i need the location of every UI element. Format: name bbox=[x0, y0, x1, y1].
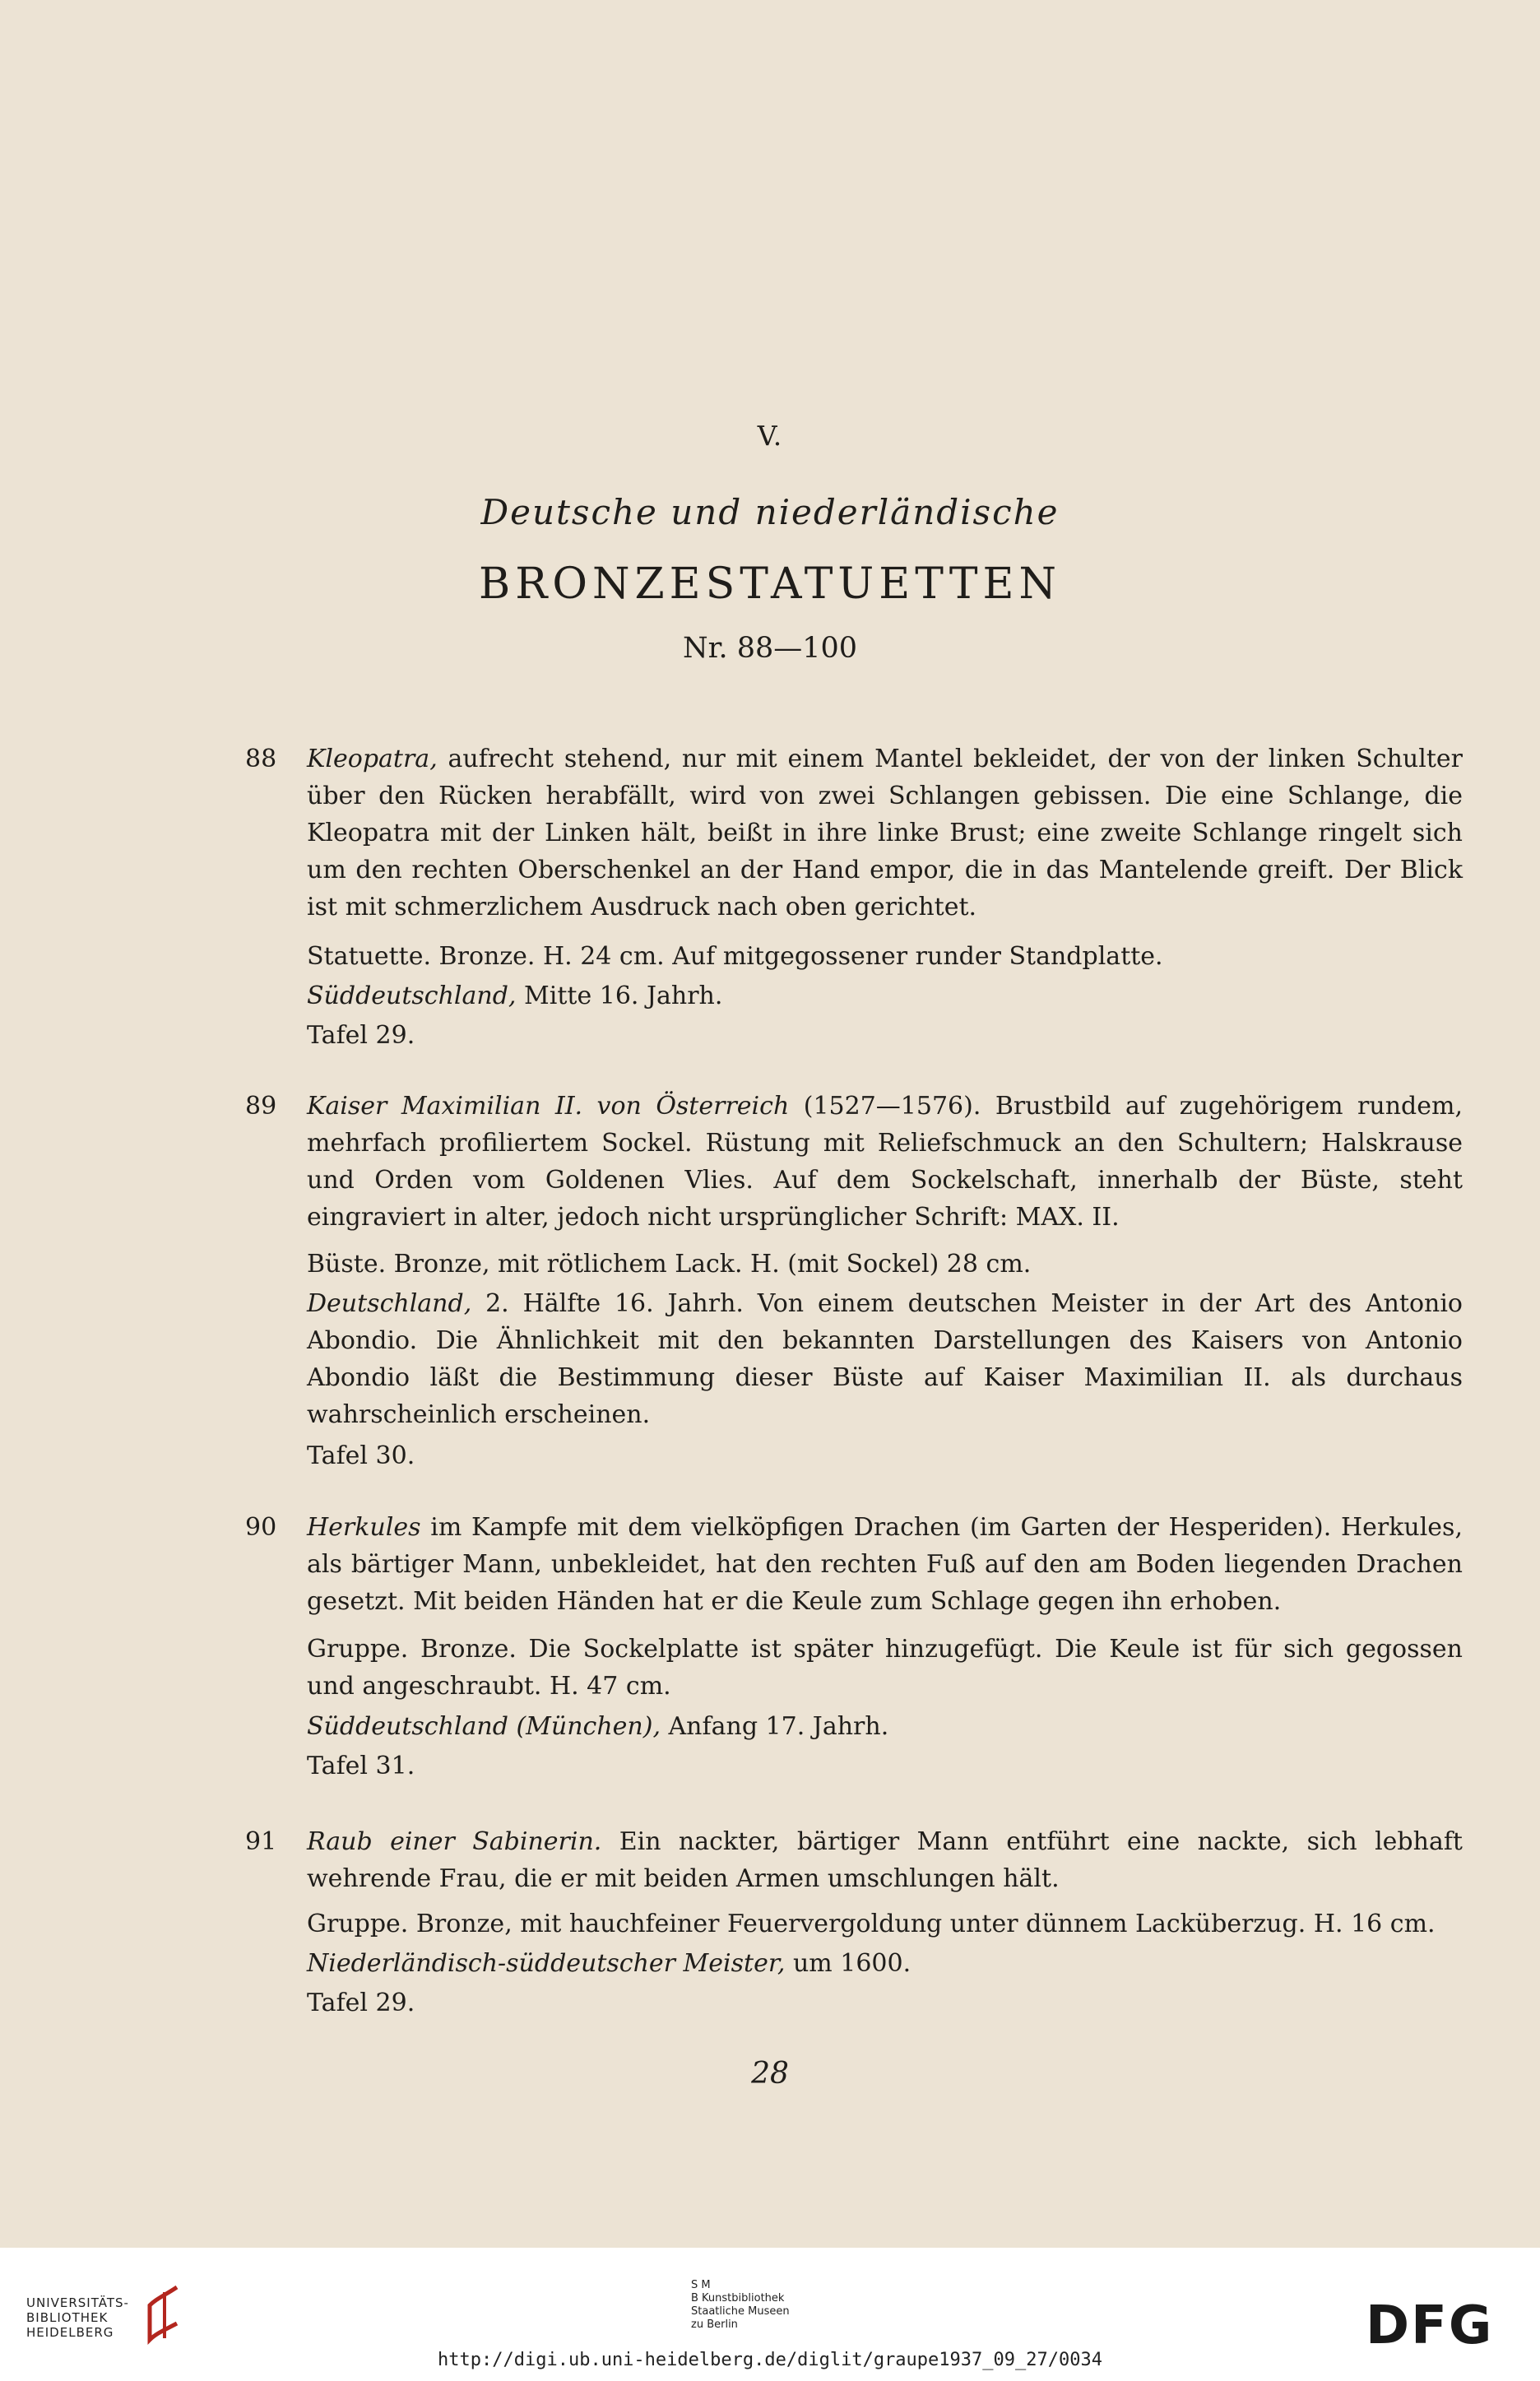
entry-title: Kleopatra, bbox=[307, 745, 438, 773]
section-title: BRONZESTATUETTEN bbox=[478, 559, 1061, 609]
entry-origin-place: Niederländisch-süddeutscher Meister, bbox=[307, 1949, 786, 1978]
entry-material: Gruppe. Bronze. Die Sockelplatte ist später hinzugefügt. Die Keule ist für sich gegossen und angeschraubt. H. 47 cm. bbox=[307, 1635, 1463, 1701]
entry-plate: Tafel 29. bbox=[307, 1989, 415, 2017]
entry-number: 89 bbox=[245, 1092, 277, 1121]
entry-plate: Tafel 29. bbox=[307, 1021, 415, 1050]
entry-origin bbox=[307, 1708, 1463, 1745]
entry-material: Gruppe. Bronze, mit hauchfeiner Feuervergoldung unter dünnem Lacküberzug. H. 16 cm. bbox=[307, 1910, 1436, 1938]
smb-line: zu Berlin bbox=[691, 2318, 738, 2331]
entry-title: Herkules bbox=[307, 1513, 421, 1542]
entry-material: Statuette. Bronze. H. 24 cm. Auf mitgegossener runder Standplatte. bbox=[307, 942, 1163, 971]
entry-origin-place: Deutschland, bbox=[307, 1289, 472, 1318]
smb-line: S M bbox=[691, 2279, 711, 2291]
entry-origin bbox=[307, 977, 1463, 1014]
entry-text: Ein nackter, bärtiger Mann entführt eine nackte, sich lebhaft wehrende Frau, die er mit beiden Armen umschlungen hält. bbox=[307, 1827, 1463, 1893]
dfg-logo: DFG bbox=[1366, 2295, 1494, 2356]
entry-origin-place: Süddeutschland (München), bbox=[307, 1712, 661, 1741]
entry-origin-date: Anfang 17. Jahrh. bbox=[660, 1712, 889, 1741]
entry-origin-date: Mitte 16. Jahrh. bbox=[516, 982, 723, 1010]
entry-title: Raub einer Sabinerin. bbox=[307, 1827, 602, 1856]
section-subtitle: Deutsche und niederländische bbox=[480, 492, 1060, 532]
digitization-footer bbox=[0, 2248, 1540, 2381]
entry-origin-note: 2. Hälfte 16. Jahrh. Von einem deutschen Meister in der Art des Antonio Abondio. Die Ähnlichkeit mit den bekannten Darstellungen des Kaisers von Antonio Abondio läßt die Bestimmung dieser Büste auf Kaiser Maximilian II. als durchaus wahrscheinlich erscheinen. bbox=[307, 1289, 1463, 1429]
university-library-logo bbox=[26, 2295, 129, 2340]
permalink-url[interactable]: http://digi.ub.uni-heidelberg.de/diglit/graupe1937_09_27/0034 bbox=[438, 2350, 1102, 2370]
entry-title: Kaiser Maximilian II. von Österreich bbox=[307, 1092, 790, 1121]
entry-origin bbox=[307, 1285, 1463, 1433]
entry-description bbox=[307, 740, 1463, 926]
entry-range: Nr. 88—100 bbox=[682, 632, 858, 665]
library-name-line: HEIDELBERG bbox=[26, 2325, 114, 2340]
university-mark-icon bbox=[132, 2281, 189, 2346]
entry-text: aufrecht stehend, nur mit einem Mantel bekleidet, der von der linken Schulter über den Rücken herabfällt, wird von zwei Schlangen gebissen. Die eine Schlange, die Kleopatra mit der Linken hält, beißt in ihre linke Brust; eine zweite Schlange ringelt sich um den rechten Oberschenkel an der Hand empor, die in das Mantelende greift. Der Blick ist mit schmerzlichem Ausdruck nach oben gerichtet. bbox=[307, 745, 1463, 921]
section-number: V. bbox=[757, 420, 783, 452]
smb-kunstbibliothek-logo bbox=[691, 2279, 856, 2332]
entry-origin bbox=[307, 1945, 1463, 1982]
entry-origin-place: Süddeutschland, bbox=[307, 982, 517, 1010]
entry-description bbox=[307, 1823, 1463, 1897]
entry-number: 90 bbox=[245, 1513, 277, 1542]
entry-description bbox=[307, 1509, 1463, 1620]
smb-line: Staatliche Museen bbox=[691, 2305, 790, 2318]
library-name-line: UNIVERSITÄTS- bbox=[26, 2295, 129, 2310]
entry-plate: Tafel 30. bbox=[307, 1441, 415, 1470]
entry-origin-date: um 1600. bbox=[785, 1949, 911, 1978]
entry-number: 91 bbox=[245, 1827, 277, 1856]
entry-description bbox=[307, 1088, 1463, 1236]
page-number: 28 bbox=[751, 2057, 789, 2091]
smb-line: B Kunstbibliothek bbox=[691, 2292, 785, 2304]
entry-number: 88 bbox=[245, 745, 277, 773]
entry-material: Büste. Bronze, mit rötlichem Lack. H. (mit Sockel) 28 cm. bbox=[307, 1250, 1032, 1279]
entry-text: im Kampfe mit dem vielköpfigen Drachen (im Garten der Hesperiden). Herkules, als bärtiger Mann, unbekleidet, hat den rechten Fuß auf den am Boden liegenden Drachen gesetzt. Mit beiden Händen hat er die Keule zum Schlage gegen ihn erhoben. bbox=[307, 1513, 1463, 1616]
entry-plate: Tafel 31. bbox=[307, 1752, 415, 1780]
entry-text: (1527—1576). Brustbild auf zugehörigem rundem, mehrfach profiliertem Sockel. Rüstung mit Reliefschmuck an den Schultern; Halskrause und Orden vom Goldenen Vlies. Auf dem Sockelschaft, innerhalb der Büste, steht eingraviert in alter, jedoch nicht ursprünglicher Schrift: MAX. II. bbox=[307, 1092, 1463, 1232]
library-name-line: BIBLIOTHEK bbox=[26, 2310, 109, 2325]
